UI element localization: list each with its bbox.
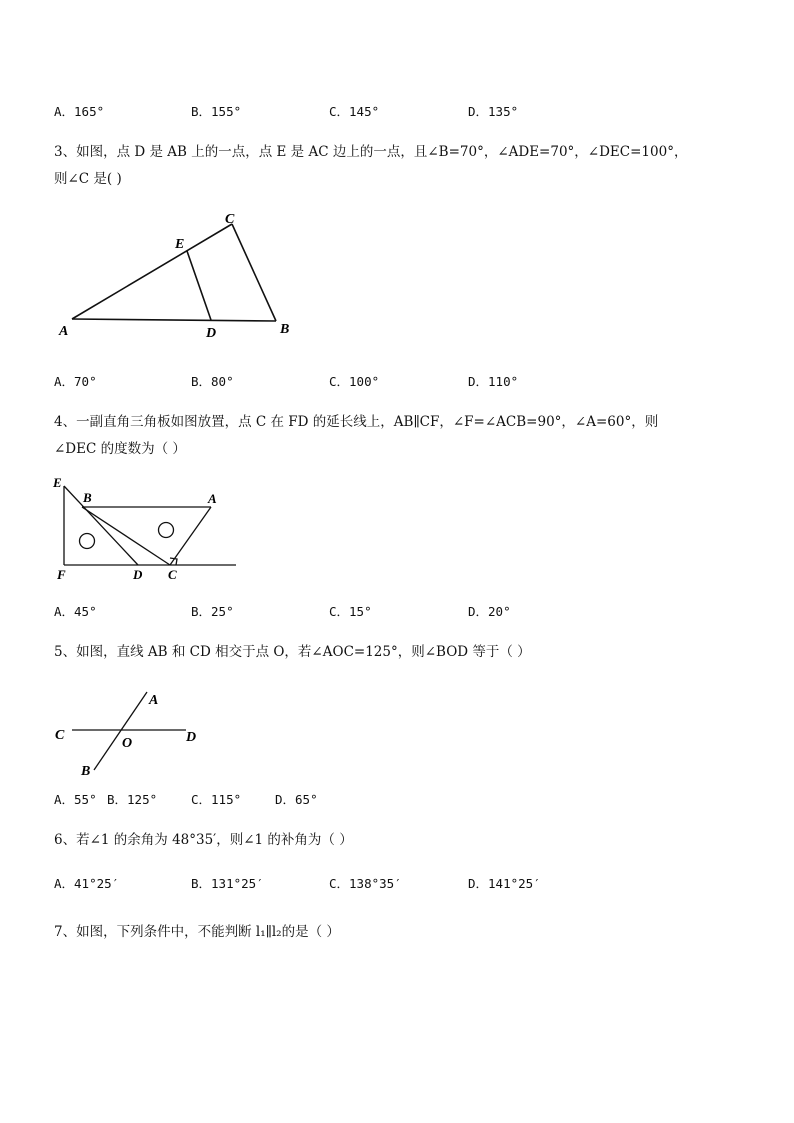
q4-hole-left (80, 534, 95, 549)
q4-label-a: A (208, 491, 217, 506)
q3-label-d: D (206, 326, 217, 341)
q5-figure (50, 686, 210, 781)
q5-label-o: O (122, 736, 133, 751)
q5-label-c: C (55, 728, 65, 743)
q6-text-line1: 6、若∠1 的余角为 48°35′，则∠1 的补角为（ ） (54, 832, 353, 848)
q4-label-e: E (53, 475, 62, 490)
q3-text-line2: 则∠C 是( ) (54, 171, 122, 187)
q3-label-a: A (59, 324, 69, 339)
q4-option-d: D．20° (468, 604, 511, 619)
q3-text-line1: 3、如图，点 D 是 AB 上的一点，点 E 是 AC 边上的一点，且∠B=70°，∠ADE=70°，∠DEC=100°， (54, 144, 688, 160)
q6-option-b: B．131°25′ (191, 876, 264, 891)
q3-segment-ac (72, 224, 232, 319)
q6-option-c: C．138°35′ (329, 876, 402, 891)
q4-question (54, 409, 744, 463)
q3-figure (56, 205, 306, 345)
q5-label-a: A (149, 693, 159, 708)
q2-option-c: C．145° (329, 104, 380, 119)
q4-text-line1: 4、一副直角三角板如图放置，点 C 在 FD 的延长线上，AB∥CF，∠F=∠ACB=90°，∠A=60°，则 (54, 414, 659, 430)
q2-option-b: B．155° (191, 104, 242, 119)
q4-option-b: B．25° (191, 604, 234, 619)
q4-segment-bc (82, 507, 170, 565)
q6-question (54, 827, 744, 854)
q3-option-a: A．70° (54, 374, 97, 389)
q4-option-a: A．45° (54, 604, 97, 619)
q4-figure (50, 474, 245, 584)
q3-label-e: E (175, 237, 185, 252)
q7-text-line1: 7、如图，下列条件中，不能判断 l₁∥l₂的是（ ） (54, 924, 340, 940)
q6-option-d: D．141°25′ (468, 876, 541, 891)
q3-label-c: C (225, 212, 235, 227)
q4-label-b: B (83, 490, 92, 505)
q5-option-b: B．125° (107, 792, 158, 807)
q3-segment-ab (72, 319, 276, 321)
q7-question (54, 919, 744, 946)
q3-option-d: D．110° (468, 374, 519, 389)
q5-label-b: B (81, 764, 91, 779)
q3-question (54, 139, 744, 193)
q3-option-b: B．80° (191, 374, 234, 389)
q5-text-line1: 5、如图，直线 AB 和 CD 相交于点 O，若∠AOC=125°，则∠BOD 等于（ ） (54, 644, 531, 660)
q4-hole-right (159, 523, 174, 538)
q6-option-a: A．41°25′ (54, 876, 120, 891)
q3-segment-ed (187, 251, 211, 320)
q4-label-c: C (168, 567, 177, 582)
q4-segment-ac (170, 507, 211, 565)
q2-option-a: A．165° (54, 104, 105, 119)
q5-option-c: C．115° (191, 792, 242, 807)
q5-question (54, 639, 744, 666)
q4-option-c: C．15° (329, 604, 372, 619)
q4-label-f: F (57, 567, 66, 582)
q3-segment-cb (232, 224, 276, 321)
q5-option-d: D．65° (275, 792, 318, 807)
q4-label-d: D (133, 567, 143, 582)
q3-label-b: B (280, 322, 290, 337)
q4-text-line2: ∠DEC 的度数为（ ） (54, 441, 186, 457)
q5-line-ab (94, 692, 147, 770)
q3-option-c: C．100° (329, 374, 380, 389)
q2-option-d: D．135° (468, 104, 519, 119)
q5-option-a: A．55° (54, 792, 97, 807)
q5-label-d: D (186, 730, 197, 745)
q4-segment-ed (64, 486, 138, 565)
